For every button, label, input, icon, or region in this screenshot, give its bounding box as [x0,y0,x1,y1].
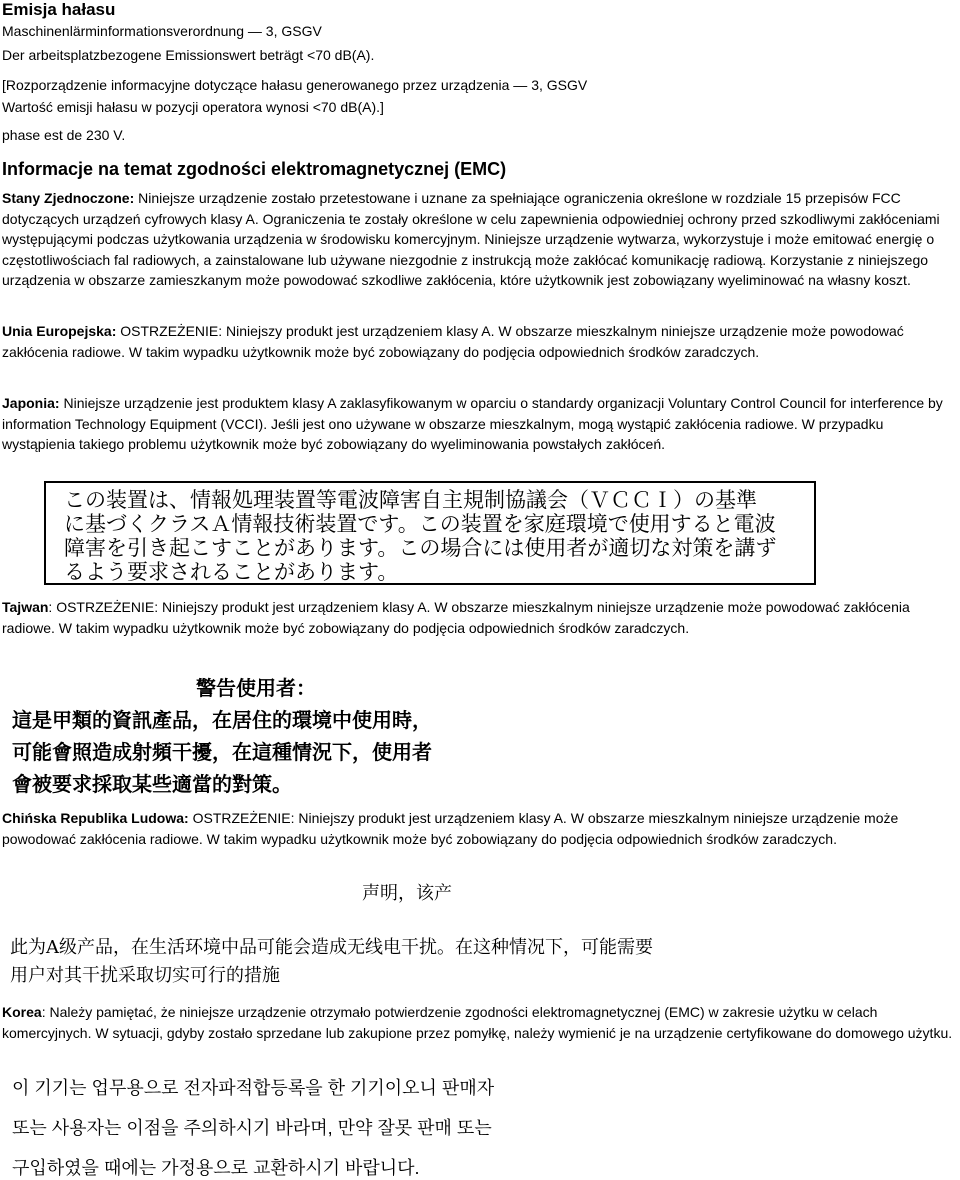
japan-notice-line-2: に基づくクラスＡ情報技術装置です。この装置を家庭環境で使用すると電波 [64,513,776,536]
noise-line-2: Der arbeitsplatzbezogene Emissionswert beträgt <70 dB(A). [2,47,375,63]
japan-notice-line-4: るよう要求されることがあります。 [64,561,399,584]
china-notice-line-2: 此为A级产品，在生活环境中品可能会造成无线电干扰。在这种情况下，可能需要 [10,937,653,958]
japan-vcci-notice [44,481,816,585]
text-korea: : Należy pamiętać, że niniejsze urządzenie otrzymało potwierdzenie zgodności elektromagnetycznej (EMC) w zakresie użytku w celach komercyjnych. W sytuacji, gdyby zostało sprzedane lub zakupione przez pomyłkę, należy wymienić je na urządzenie certyfikowane do domowego użytku. [2,1004,953,1041]
section-title-emc: Informacje na temat zgodności elektromagnetycznej (EMC) [2,159,507,179]
taiwan-notice-line-4: 會被要求採取某些適當的對策。 [12,774,292,796]
label-taiwan: Tajwan [2,599,49,615]
korea-notice-line-1: 이 기기는 업무용으로 전자파적합등록을 한 기기이오니 판매자 [12,1078,495,1098]
noise-line-4: Wartość emisji hałasu w pozycji operatora wynosi <70 dB(A).] [2,99,384,115]
noise-line-5: phase est de 230 V. [2,127,126,143]
label-china: Chińska Republika Ludowa: [2,810,189,826]
text-china: OSTRZEŻENIE: Niniejszy produkt jest urządzeniem klasy A. W obszarze mieszkalnym niniejsze urządzenie może powodować zakłócenia radiowe. W takim wypadku użytkownik może być zobowiązany do podjęcia odpowiednich środków zaradczych. [2,810,899,847]
taiwan-notice-line-3: 可能會照造成射頻干擾，在這種情況下，使用者 [12,742,432,764]
paragraph-korea [2,1002,958,1043]
china-notice-line-3: 用户对其干扰采取切实可行的措施 [10,965,280,986]
korea-notice [0,1072,640,1178]
text-taiwan: : OSTRZEŻENIE: Niniejszy produkt jest urządzeniem klasy A. W obszarze mieszkalnym niniejsze urządzenie może powodować zakłócenia radiowe. W takim wypadku użytkownik może być zobowiązany do podjęcia odpowiednich środków zaradczych. [2,599,910,636]
section-title-noise: Emisja hałasu [2,0,116,19]
taiwan-notice [0,670,520,805]
noise-line-1: Maschinenlärminformationsverordnung — 3, GSGV [2,23,322,39]
paragraph-usa [2,188,958,291]
label-korea: Korea [2,1004,42,1020]
japan-notice-line-1: この装置は、情報処理装置等電波障害自主規制協議会（ＶＣＣＩ）の基準 [64,489,757,512]
paragraph-eu [2,321,958,362]
japan-notice-line-3: 障害を引き起こすことがあります。この場合には使用者が適切な対策を講ず [64,537,777,560]
paragraph-china [2,808,958,849]
korea-notice-line-3: 구입하였을 때에는 가정용으로 교환하시기 바랍니다. [12,1158,420,1178]
label-usa: Stany Zjednoczone: [2,190,135,206]
label-eu: Unia Europejska: [2,323,117,339]
label-japan: Japonia: [2,395,60,411]
china-notice [0,878,860,988]
text-usa: Niniejsze urządzenie zostało przetestowane i uznane za spełniające ograniczenia określone w rozdziale 15 przepisów FCC dotyczących urządzeń cyfrowych klasy A. Ograniczenia te zostały określone w celu zapewnienia odpowiedniej ochrony przed szkodliwymi zakłóceniami występującymi podczas użytkowania urządzenia w środowisku komercyjnym. Niniejsze urządzenie wytwarza, wykorzystuje i może emitować energię o częstotliwościach fal radiowych, a zainstalowane lub używane niezgodnie z instrukcją może zakłócać komunikację radiową. Korzystanie z niniejszego urządzenia w obszarze zamieszkanym może powodować szkodliwe zakłócenia, które użytkownik jest zobowiązany wyeliminować na własny koszt. [2,190,940,289]
korea-notice-line-2: 또는 사용자는 이점을 주의하시기 바라며, 만약 잘못 판매 또는 [12,1118,492,1138]
taiwan-notice-line-2: 這是甲類的資訊產品，在居住的環境中使用時， [12,710,432,732]
paragraph-taiwan [2,597,958,638]
text-eu: OSTRZEŻENIE: Niniejszy produkt jest urządzeniem klasy A. W obszarze mieszkalnym niniejsze urządzenie może powodować zakłócenia radiowe. W takim wypadku użytkownik może być zobowiązany do podjęcia odpowiednich środków zaradczych. [2,323,904,360]
text-japan: Niniejsze urządzenie jest produktem klasy A zaklasyfikowanym w oparciu o standardy organizacji Voluntary Control Council for interference by information Technology Equipment (VCCI). Jeśli jest ono używane w obszarze mieszkalnym, mogą wystąpić zakłócenia radiowe. W przypadku wystąpienia takiego problemu użytkownik może być zobowiązany do wyeliminowania powstałych zakłóceń. [2,395,943,453]
taiwan-notice-line-1: 警告使用者： [196,678,316,700]
paragraph-japan [2,393,958,455]
noise-line-3: [Rozporządzenie informacyjne dotyczące hałasu generowanego przez urządzenia — 3, GSGV [2,77,588,93]
china-notice-line-1: 声明，该产 [362,883,452,904]
